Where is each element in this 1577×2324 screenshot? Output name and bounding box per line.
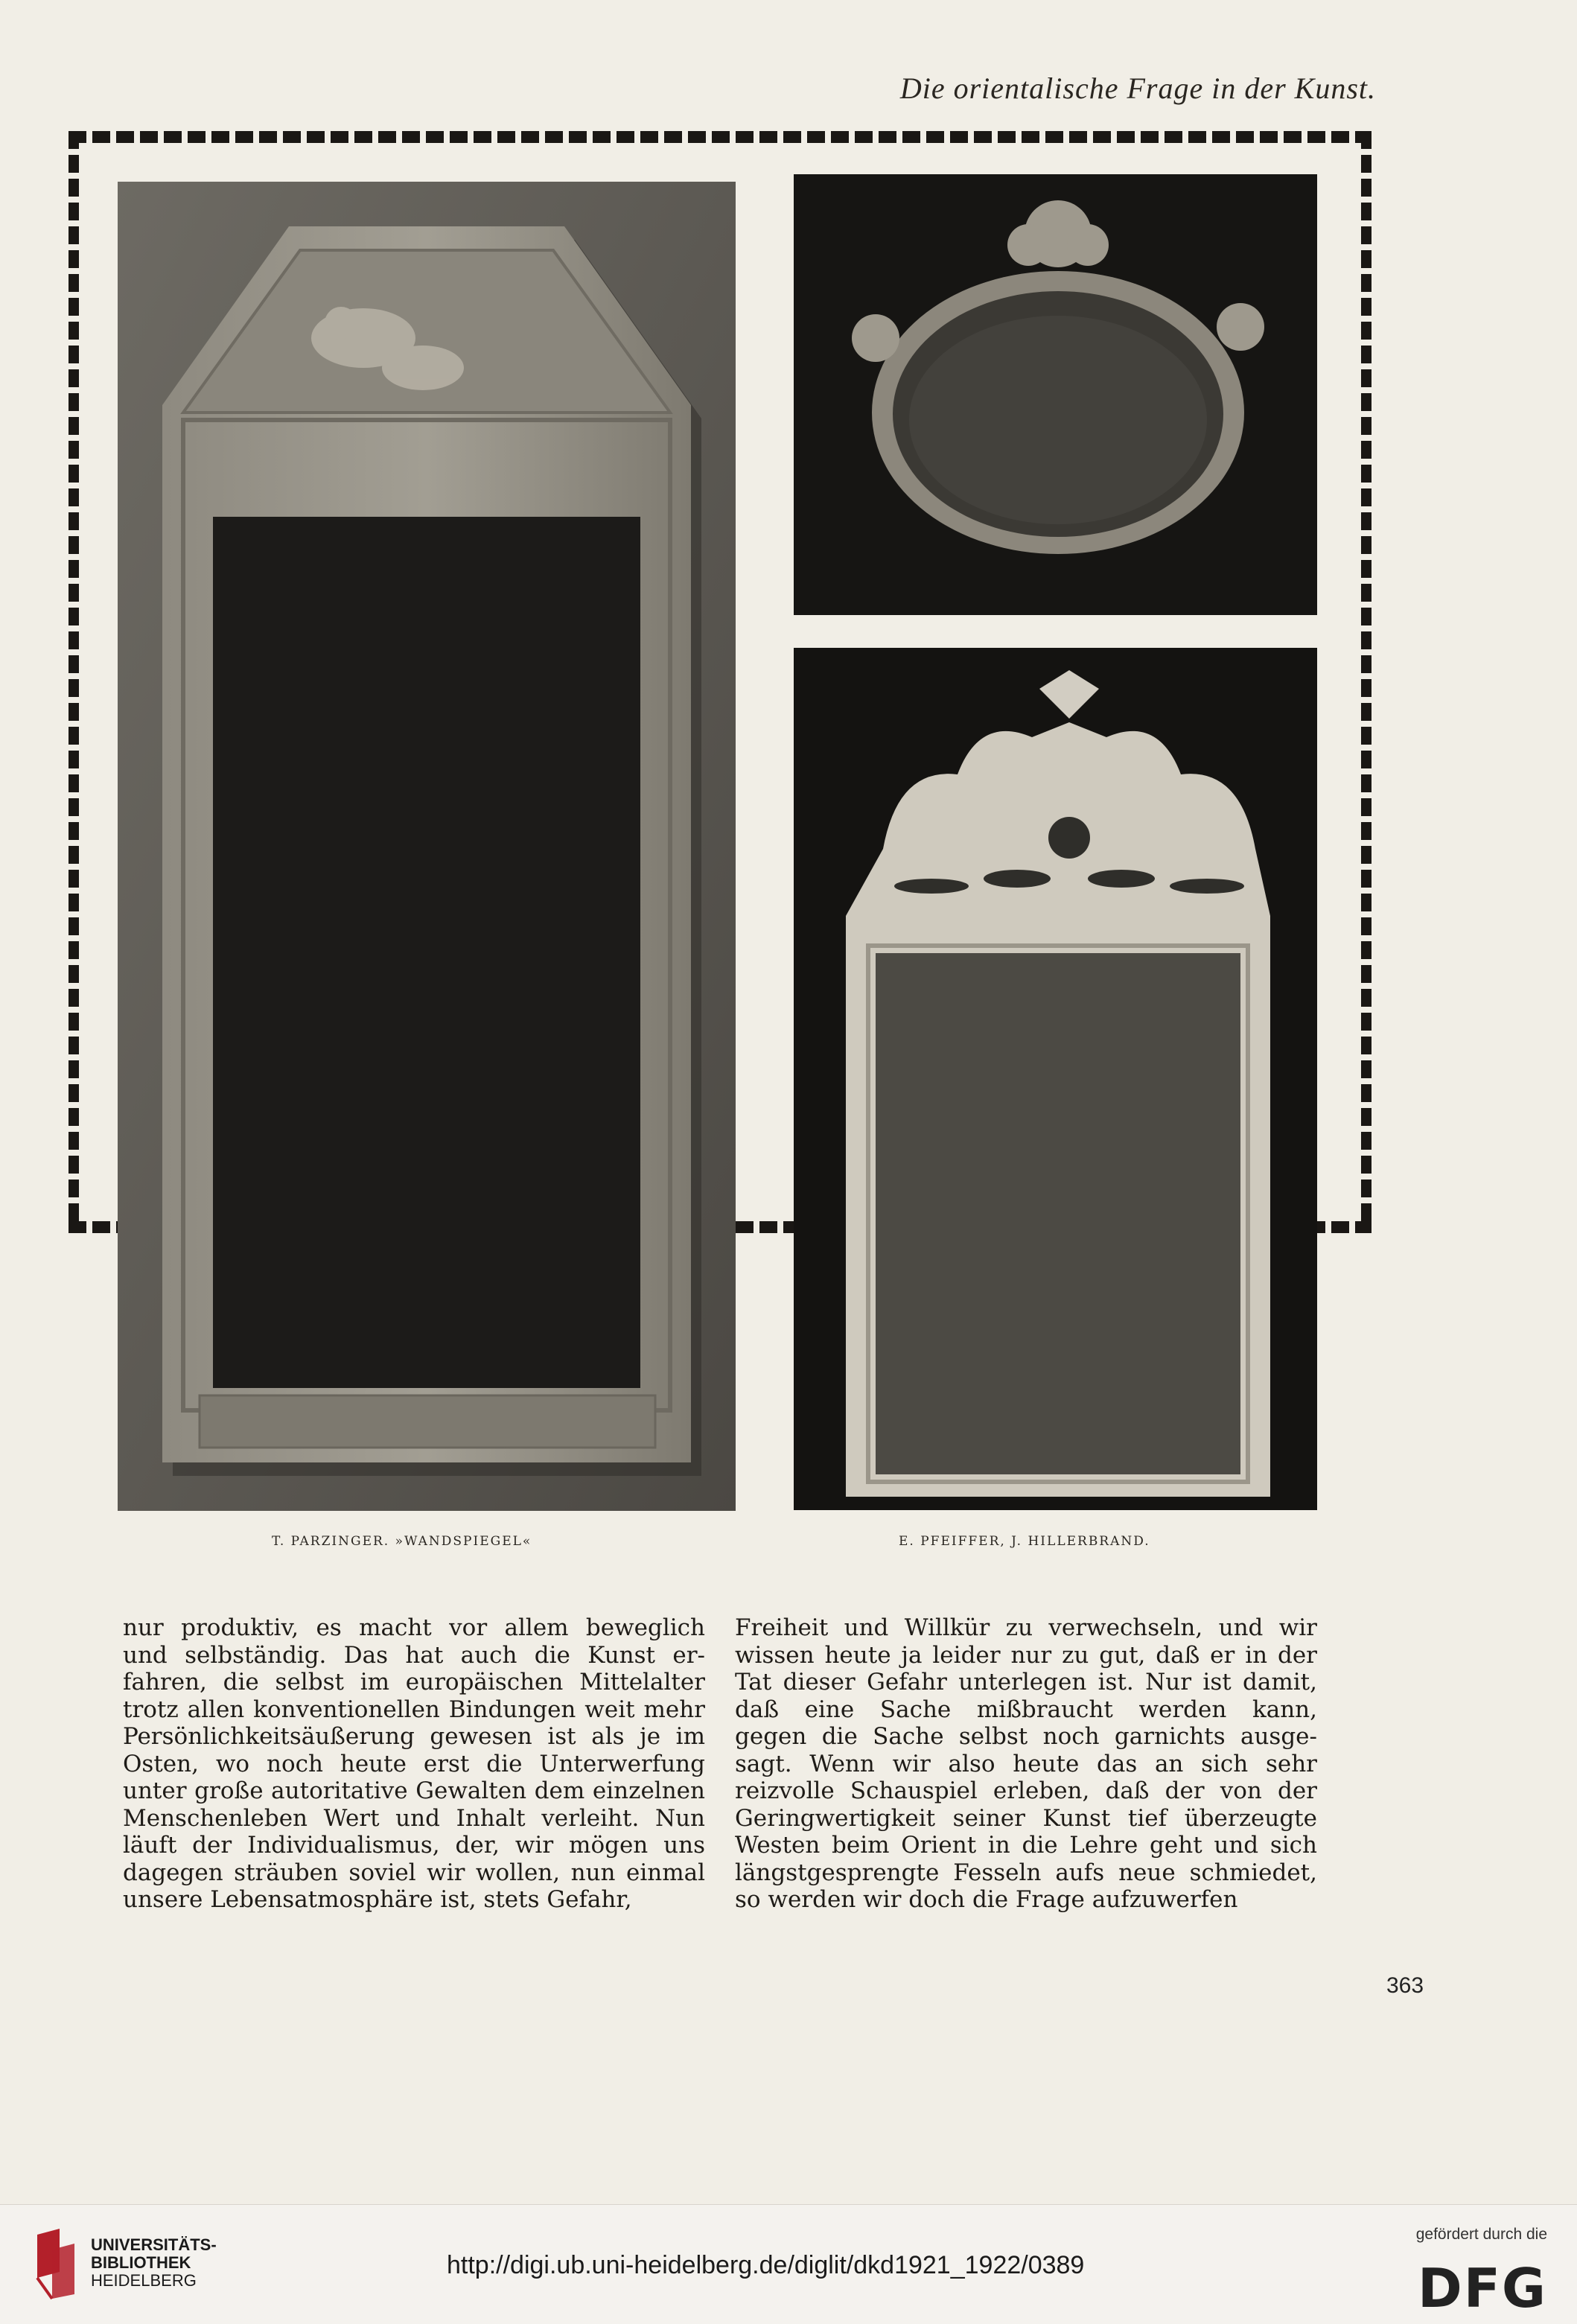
- text-line: trotz allen konventionellen Bindungen weit mehr: [123, 1696, 705, 1723]
- text-line: gegen die Sache selbst noch garnichts ausge-: [735, 1723, 1317, 1750]
- text-line: so werden wir doch die Frage aufzuwerfen: [735, 1886, 1238, 1913]
- university-name-line2: BIBLIOTHEK: [91, 2253, 191, 2272]
- text-line: Westen beim Orient in die Lehre geht und sich: [735, 1832, 1317, 1859]
- text-column-left: [123, 1614, 705, 1914]
- text-line: Menschenleben Wert und Inhalt verleiht. Nun: [123, 1804, 705, 1832]
- viewer-footer: [0, 2204, 1577, 2324]
- page-number: 363: [1386, 1973, 1424, 1998]
- text-line: und selbständig. Das hat auch die Kunst er-: [123, 1641, 705, 1669]
- text-line: Tat dieser Gefahr unterlegen ist. Nur ist damit,: [735, 1669, 1317, 1696]
- text-line: fahren, die selbst im europäischen Mittelalter: [123, 1669, 705, 1696]
- text-line: reizvolle Schauspiel erleben, daß der von der: [735, 1777, 1317, 1804]
- text-line: dagegen sträuben soviel wir wollen, nun einmal: [123, 1859, 705, 1886]
- photo-oval-mirror: [794, 174, 1317, 615]
- university-name-line3: HEIDELBERG: [91, 2271, 197, 2290]
- text-line: Persönlichkeitsäußerung gewesen ist als je im: [123, 1723, 705, 1750]
- dfg-logo-icon[interactable]: DFG: [1417, 2257, 1547, 2320]
- text-line: daß eine Sache mißbraucht werden kann,: [735, 1696, 1317, 1723]
- text-line: sagt. Wenn wir also heute das an sich sehr: [735, 1750, 1317, 1777]
- running-head: Die orientalische Frage in der Kunst.: [899, 71, 1376, 105]
- permalink-url[interactable]: http://digi.ub.uni-heidelberg.de/diglit/dkd1921_1922/0389: [447, 2251, 1085, 2279]
- text-line: längstgesprengte Fesseln aufs neue schmiedet,: [735, 1859, 1317, 1886]
- text-line: Osten, wo noch heute erst die Unterwerfung: [123, 1750, 705, 1777]
- university-name[interactable]: [91, 2236, 217, 2290]
- university-logo-icon[interactable]: [30, 2227, 82, 2300]
- text-line: unter große autoritative Gewalten dem einzelnen: [123, 1777, 705, 1804]
- text-line: läuft der Individualismus, der, wir mögen uns: [123, 1832, 705, 1859]
- funded-by-label: gefördert durch die: [1415, 2226, 1547, 2243]
- border-top: [69, 131, 1371, 143]
- university-name-line1: UNIVERSITÄTS-: [91, 2235, 217, 2254]
- text-line: Geringwertigkeit seiner Kunst tief überzeugte: [735, 1804, 1317, 1832]
- caption-left: T. PARZINGER. »WANDSPIEGEL«: [272, 1534, 532, 1549]
- photo-wall-mirror: [118, 182, 736, 1511]
- text-line: wissen heute ja leider nur zu gut, daß er in der: [735, 1641, 1317, 1669]
- text-column-right: [735, 1614, 1317, 1914]
- text-line: nur produktiv, es macht vor allem beweglich: [123, 1614, 705, 1641]
- border-left: [69, 131, 79, 1233]
- photo-crest-mirror: [794, 648, 1317, 1510]
- caption-right: E. PFEIFFER, J. HILLERBRAND.: [899, 1534, 1150, 1549]
- text-line: unsere Lebensatmosphäre ist, stets Gefahr,: [123, 1886, 632, 1913]
- text-line: Freiheit und Willkür zu verwechseln, und wir: [735, 1614, 1317, 1641]
- border-right: [1361, 131, 1371, 1233]
